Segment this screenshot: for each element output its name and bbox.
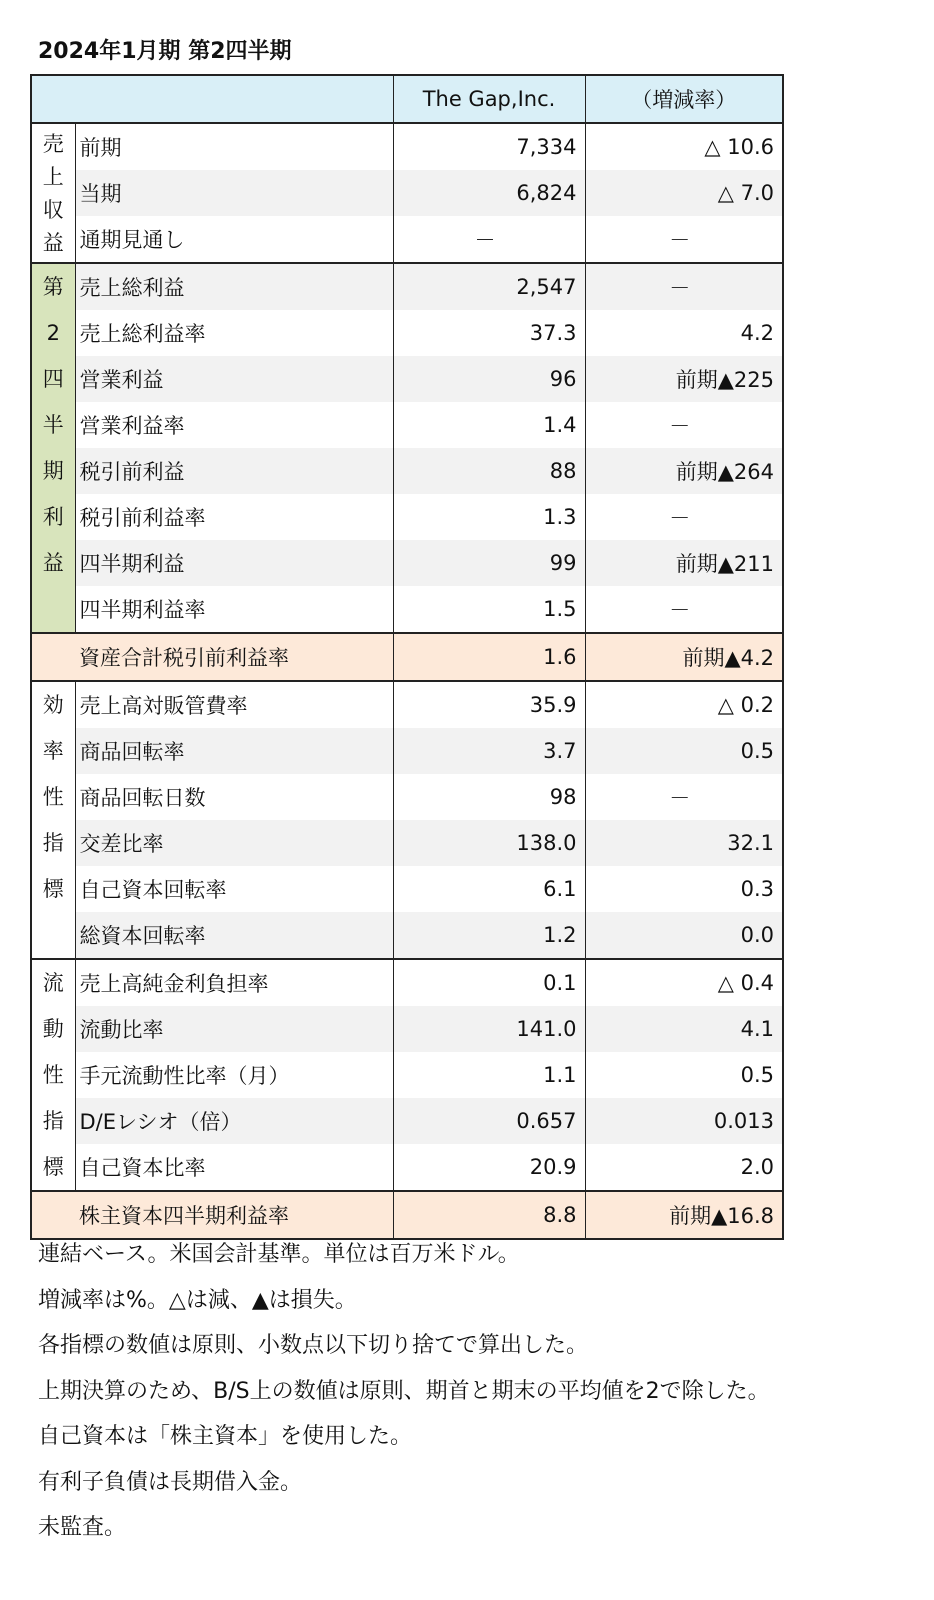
table-row <box>31 866 783 912</box>
note: 増減率は%。△は減、▲は損失。 <box>38 1287 357 1313</box>
row-label: 四半期利益率 <box>79 598 206 622</box>
row-label: 当期 <box>75 170 393 216</box>
row-value: 96 <box>393 356 585 402</box>
header-company: The Gap,Inc. <box>393 75 585 123</box>
row-value: 138.0 <box>393 820 585 866</box>
note: 各指標の数値は原則、小数点以下切り捨てで算出した。 <box>38 1333 589 1358</box>
row-change: 前期▲225 <box>585 356 783 402</box>
row-value: 1.3 <box>393 494 585 540</box>
table-row <box>31 1144 783 1191</box>
roa-blank <box>31 633 75 681</box>
row-label: 商品回転日数 <box>79 786 206 810</box>
header-blank <box>31 75 393 123</box>
row-label: 交差比率 <box>75 820 393 866</box>
table-row <box>31 728 783 774</box>
row-change: △ 7.0 <box>585 170 783 216</box>
page-title: 2024年1月期 第2四半期 <box>38 39 292 64</box>
row-label: 前期 <box>79 136 122 160</box>
table-row <box>31 774 783 820</box>
category-profit: 第 2 四 半 期 利 益 <box>31 263 75 633</box>
row-change: － <box>585 586 783 633</box>
row-value: 35.9 <box>393 681 585 728</box>
row-change: 2.0 <box>585 1144 783 1191</box>
row-value: 1.5 <box>393 586 585 633</box>
row-label: 総資本回転率 <box>75 912 393 959</box>
row-value: 1.6 <box>393 633 585 681</box>
row-value: 6.1 <box>393 866 585 912</box>
row-change: － <box>585 774 783 820</box>
table-row <box>31 540 783 586</box>
row-label: 税引前利益率 <box>79 506 206 530</box>
row-value: 141.0 <box>393 1006 585 1052</box>
category-sales: 売 上 収 益 <box>31 123 75 263</box>
note: 上期決算のため、B/S上の数値は原則、期首と期末の平均値を2で除した。 <box>38 1378 770 1404</box>
row-label: 株主資本四半期利益率 <box>75 1191 393 1239</box>
row-change: 0.013 <box>585 1098 783 1144</box>
row-label: 商品回転率 <box>75 728 393 774</box>
row-change: － <box>585 216 783 263</box>
row-label: 売上総利益 <box>75 263 393 310</box>
row-label: D/Eレシオ（倍） <box>75 1098 393 1144</box>
table-row <box>31 310 783 356</box>
row-value: 0.657 <box>393 1098 585 1144</box>
table-row <box>31 586 783 633</box>
row-value: 99 <box>393 540 585 586</box>
row-value: 7,334 <box>393 123 585 170</box>
table-row <box>31 170 783 216</box>
row-value: － <box>393 216 585 263</box>
category-liquidity: 流 動 性 指 標 <box>31 959 75 1191</box>
row-change: 0.5 <box>585 1052 783 1098</box>
row-change: － <box>585 494 783 540</box>
financial-table <box>30 74 784 1240</box>
header-change: （増減率） <box>585 75 783 123</box>
table-row <box>31 494 783 540</box>
row-label: 営業利益率 <box>79 414 185 438</box>
row-change: 0.0 <box>585 912 783 959</box>
row-change: 前期▲211 <box>585 540 783 586</box>
table-row <box>31 1006 783 1052</box>
row-change: 0.5 <box>585 728 783 774</box>
row-change: 前期▲16.8 <box>585 1191 783 1239</box>
table-row <box>31 681 783 728</box>
row-label: 税引前利益 <box>75 448 393 494</box>
row-change: 前期▲4.2 <box>585 633 783 681</box>
row-value: 37.3 <box>393 310 585 356</box>
row-value: 98 <box>393 774 585 820</box>
row-label: 四半期利益 <box>75 540 393 586</box>
table-row <box>31 912 783 959</box>
row-label: 流動比率 <box>75 1006 393 1052</box>
row-label: 手元流動性比率（月） <box>79 1064 290 1088</box>
row-value: 1.2 <box>393 912 585 959</box>
row-change: 4.2 <box>585 310 783 356</box>
category-efficiency: 効 率 性 指 標 <box>31 681 75 959</box>
table-row <box>31 356 783 402</box>
row-change: 前期▲264 <box>585 448 783 494</box>
row-change: 0.3 <box>585 866 783 912</box>
table-row <box>31 1098 783 1144</box>
table-row <box>31 216 783 263</box>
note: 有利子負債は長期借入金。 <box>38 1469 303 1495</box>
table-row <box>31 820 783 866</box>
row-label: 売上総利益率 <box>79 322 206 346</box>
note: 未監査。 <box>38 1515 127 1540</box>
row-change: 4.1 <box>585 1006 783 1052</box>
row-change: － <box>585 263 783 310</box>
note: 自己資本は「株主資本」を使用した。 <box>38 1424 413 1449</box>
table-row <box>31 1052 783 1098</box>
row-value: 1.1 <box>393 1052 585 1098</box>
table-row <box>31 448 783 494</box>
row-label: 営業利益 <box>75 356 393 402</box>
row-value: 0.1 <box>393 959 585 1006</box>
row-change: △ 0.4 <box>585 959 783 1006</box>
table-row <box>31 123 783 170</box>
row-change: － <box>585 402 783 448</box>
row-label: 自己資本比率 <box>79 1156 206 1180</box>
row-change: 32.1 <box>585 820 783 866</box>
note: 連結ベース。米国会計基準。単位は百万米ドル。 <box>38 1242 520 1267</box>
row-label: 売上高純金利負担率 <box>75 959 393 1006</box>
row-value: 8.8 <box>393 1191 585 1239</box>
row-label: 通期見通し <box>79 228 185 252</box>
table-row <box>31 402 783 448</box>
roa-row <box>31 633 783 681</box>
row-change: △ 0.2 <box>585 681 783 728</box>
row-label: 資産合計税引前利益率 <box>75 633 393 681</box>
row-value: 6,824 <box>393 170 585 216</box>
row-value: 2,547 <box>393 263 585 310</box>
table-header <box>31 75 783 123</box>
footnotes <box>38 1232 770 1551</box>
row-value: 1.4 <box>393 402 585 448</box>
row-value: 3.7 <box>393 728 585 774</box>
table-row <box>31 263 783 310</box>
table-row <box>31 959 783 1006</box>
row-change: △ 10.6 <box>585 123 783 170</box>
row-label: 自己資本回転率 <box>79 878 227 902</box>
row-label: 売上高対販管費率 <box>79 694 248 718</box>
row-value: 88 <box>393 448 585 494</box>
row-value: 20.9 <box>393 1144 585 1191</box>
